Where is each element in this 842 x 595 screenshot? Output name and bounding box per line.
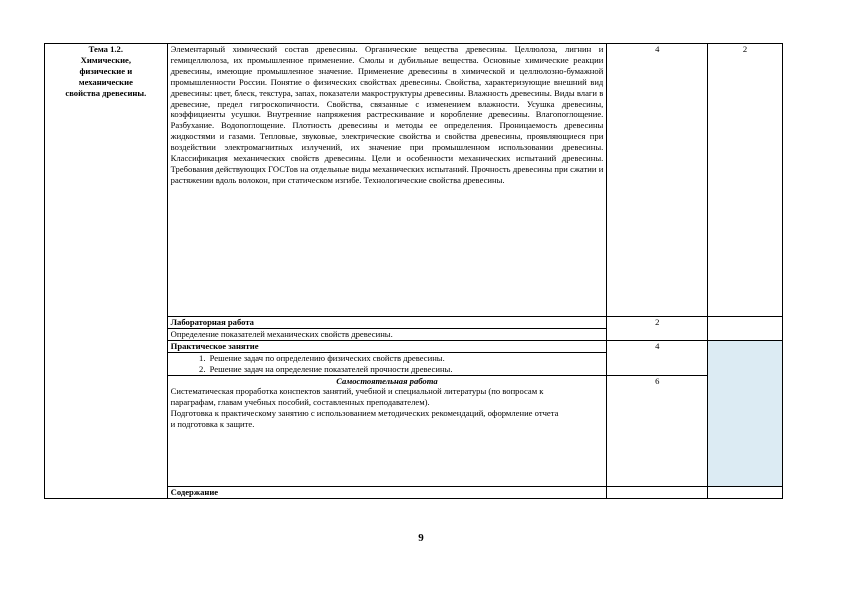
topic-title-line: Химические, (80, 54, 132, 65)
lab-level (708, 317, 783, 341)
selfwork-title: Самостоятельная работа (336, 375, 438, 386)
content-text-cell (167, 44, 607, 317)
topic-title-line: свойства древесины. (65, 87, 147, 98)
list-item: 2. Решение задач на определение показателей прочности древесины. (208, 364, 607, 375)
practice-cell (167, 340, 607, 375)
topic-title-line: Тема 1.2. (88, 44, 123, 54)
practice-title: Практическое занятие (170, 340, 259, 351)
topic-row (45, 44, 783, 317)
topic-title-line: механические (78, 76, 133, 87)
lab-title: Лабораторная работа (170, 317, 254, 327)
topic-title-line: физические и (79, 65, 133, 76)
content-text: Элементарный химический состав древесины. Органические вещества древесины. Целлюлоза, лигнин и гемицеллюлоза, их промышленное применение. Смолы и дубильные вещества. Основные химические реакции древесины, имеющие промышленное значение. Применение древесины в химической и целлюлозно-бумажной промышленности России. Понятие о физических свойствах древесины. Свойства, характеризующие внешний вид древесины: цвет, блеск, текстура, запах, показатели макроструктуры древесины. Влажность древесины. Виды влаги в древесине, предел гигроскопичности. Свойства, связанные с изменением влажности. Усушка древесины, коэффициенты усушки. Внутренние напряжения растрескивание и коробление древесины. Влагопоглощение. Разбухание. Водопоглощение. Плотность древесины и методы ее определения. Проницаемость древесины жидкостями и газами. Тепловые, звуковые, электрические свойства и свойства древесины, проявляющиеся при воздействии электромагнитных излучений, их значение при промышленном использовании древесины. Классификация механических свойств древесины. Цели и особенности механических испытаний древесины. Требования действующих ГОСТов на отдельные виды механических испытаний. Прочность древесины при сжатии и растяжении вдоль волокон, при статическом изгибе. Технологические свойства древесины. (170, 44, 604, 185)
practice-list (168, 353, 607, 375)
next-level (708, 486, 783, 498)
next-title: Содержание (167, 486, 607, 498)
topic-cell (45, 44, 168, 499)
list-item: 1. Решение задач по определению физических свойств древесины. (208, 353, 607, 364)
content-level: 2 (708, 44, 783, 317)
lab-cell (167, 317, 607, 341)
selfwork-para: Подготовка к практическому занятию с использованием методических рекомендаций, оформление отчета и подготовка к защите. (170, 408, 559, 430)
practice-list-wrap (168, 352, 607, 375)
content-hours: 4 (607, 44, 708, 317)
next-hours (607, 486, 708, 498)
practice-hours: 4 (607, 340, 708, 375)
selfwork-cell (167, 375, 607, 486)
curriculum-table (44, 43, 783, 499)
selfwork-para: Систематическая проработка конспектов занятий, учебной и специальной литературы (по вопросам к параграфам, главам учебных пособий, составленных преподавателем). (170, 386, 544, 408)
shaded-level-cell (708, 340, 783, 486)
lab-hours: 2 (607, 317, 708, 341)
page-number: 9 (418, 532, 424, 544)
selfwork-hours: 6 (607, 375, 708, 486)
lab-item: Определение показателей механических свойств древесины. (168, 328, 607, 340)
